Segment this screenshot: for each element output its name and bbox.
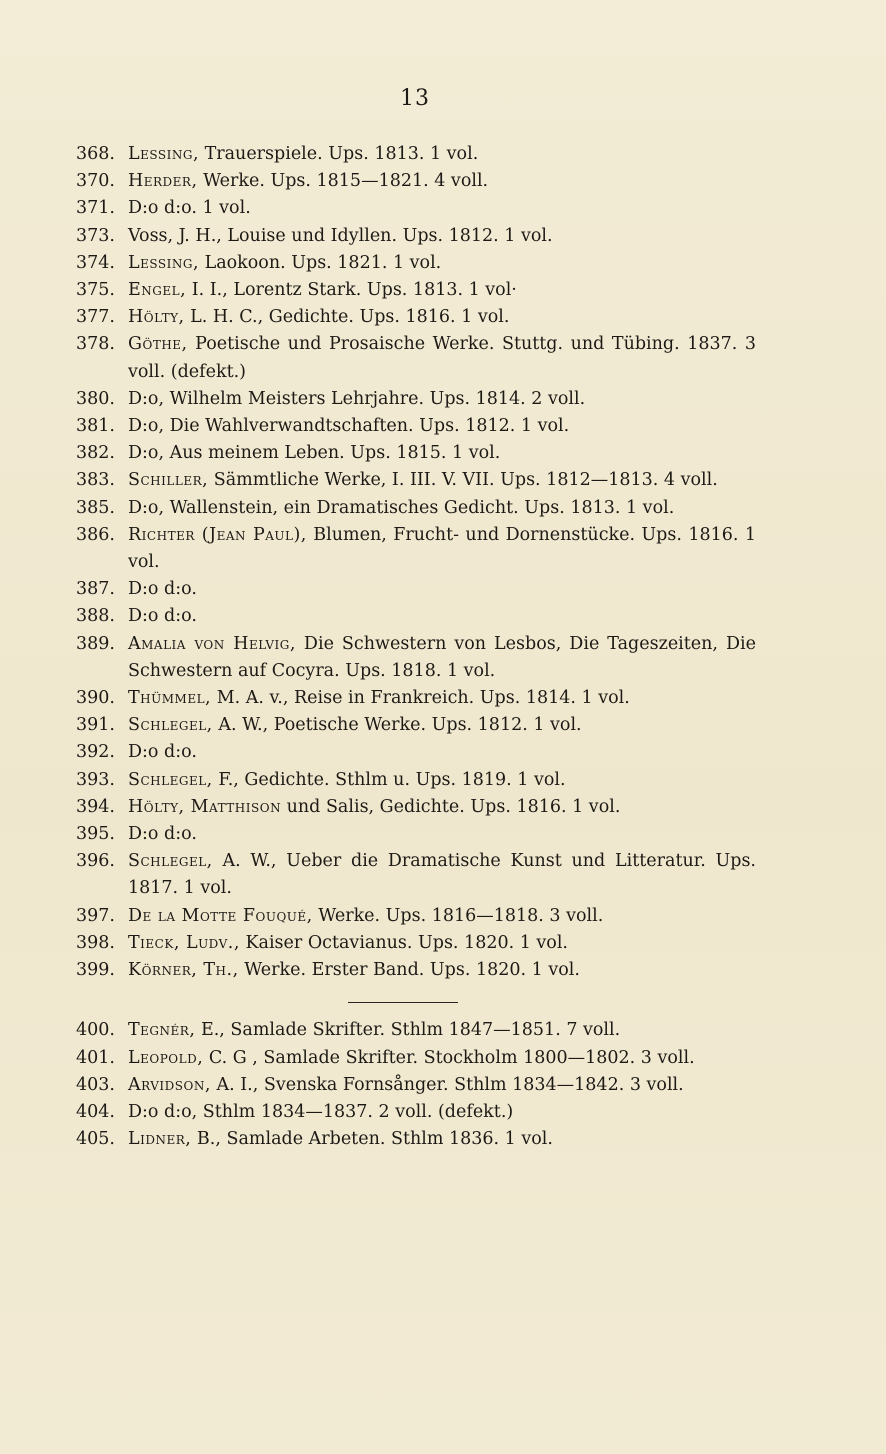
entry-number: 391. [76,715,115,736]
catalog-entry [76,168,756,195]
entry-text: Kaiser Octavianus. Ups. 1820. 1 vol. [239,932,568,953]
entry-author: Göthe, [128,334,188,355]
entry-author: Herder, [128,171,198,192]
section-divider-rule [348,1002,458,1003]
entry-number: 373. [76,225,115,246]
catalog-entry [76,495,756,522]
entry-number: 386. [76,524,115,545]
entry-text: M. A. v., Reise in Frankreich. Ups. 1814. 1 vol. [211,688,630,709]
entry-text: D:o, Wilhelm Meisters Lehrjahre. Ups. 1814. 2 voll. [128,388,586,409]
catalog-entry [76,1126,756,1153]
entry-text: Die Schwestern von Lesbos, Die Tageszeiten, Die Schwestern auf Cocyra. Ups. 1818. 1 vol. [128,633,756,681]
entries-group-after-rule [76,1017,756,1153]
catalog-list [76,141,756,1153]
entry-text: D:o d:o. 1 vol. [128,198,251,219]
entry-text: D:o, Aus meinem Leben. Ups. 1815. 1 vol. [128,443,501,464]
entry-number: 377. [76,307,115,328]
entry-number: 394. [76,796,115,817]
entry-text: D:o d:o. [128,824,197,845]
entry-number: 368. [76,144,115,164]
entry-text: F., Gedichte. Sthlm u. Ups. 1819. 1 vol. [212,769,566,790]
entry-author: Hölty, Matthison [128,796,282,817]
entry-text: A. I., Svenska Fornsånger. Sthlm 1834—1842. 3 voll. [210,1074,684,1095]
catalog-entry [76,685,756,712]
entry-text: Laokoon. Ups. 1821. 1 vol. [199,252,442,273]
catalog-entry [76,903,756,930]
catalog-entry [76,930,756,957]
entry-number: 389. [76,633,115,654]
entry-number: 403. [76,1074,115,1095]
entry-number: 397. [76,905,115,926]
entry-number: 371. [76,198,115,219]
entry-author: Hölty, [128,307,185,328]
entry-text: Poetische und Prosaische Werke. Stuttg. und Tübing. 1837. 3 voll. (defekt.) [128,334,756,382]
entry-number: 404. [76,1101,115,1122]
entry-author: De la Motte Fouqué, [128,905,313,926]
entry-author: Richter (Jean Paul), [128,524,307,545]
entry-number: 385. [76,497,115,518]
catalog-entry [76,767,756,794]
entry-text: C. G , Samlade Skrifter. Stockholm 1800—1802. 3 voll. [203,1047,695,1068]
entry-text: B., Samlade Arbeten. Sthlm 1836. 1 vol. [191,1129,553,1150]
catalog-entry [76,1072,756,1099]
catalog-entry [76,1017,756,1044]
entry-text: Trauerspiele. Ups. 1813. 1 vol. [199,144,479,164]
catalog-entry [76,413,756,440]
entry-text: D:o d:o. [128,579,197,600]
entry-author: Lidner, [128,1129,192,1150]
entry-author: Amalia von Helvig, [128,633,296,654]
entry-number: 383. [76,470,115,491]
catalog-entry [76,821,756,848]
entry-text: Blumen, Frucht- und Dornenstücke. Ups. 1816. 1 vol. [128,524,756,573]
catalog-entry [76,250,756,277]
catalog-entry [76,277,756,304]
entry-text: L. H. C., Gedichte. Ups. 1816. 1 vol. [184,307,510,328]
catalog-entry [76,467,756,494]
entry-number: 375. [76,280,115,301]
entry-number: 370. [76,171,115,192]
entry-number: 392. [76,742,115,763]
entry-text: und Salis, Gedichte. Ups. 1816. 1 vol. [281,796,621,817]
entry-number: 380. [76,388,115,409]
catalog-entry [76,1045,756,1072]
entry-text: A. W., Poetische Werke. Ups. 1812. 1 vol. [212,715,582,736]
entry-author: Schlegel, [128,851,213,872]
entry-author: Körner, Th., [128,960,239,981]
catalog-entry [76,957,756,984]
entry-text: D:o, Wallenstein, ein Dramatisches Gedicht. Ups. 1813. 1 vol. [128,497,675,518]
entry-text: A. W., Ueber die Dramatische Kunst und Litteratur. Ups. 1817. 1 vol. [128,851,756,899]
entry-text: Werke. Ups. 1816—1818. 3 voll. [312,905,604,926]
entry-number: 399. [76,960,115,981]
catalog-entry [76,331,756,385]
entry-number: 378. [76,334,115,355]
catalog-entry [76,712,756,739]
catalog-entry [76,195,756,222]
entry-text: Voss, J. H., Louise und Idyllen. Ups. 1812. 1 vol. [128,225,553,246]
entry-author: Schlegel, [128,715,213,736]
catalog-entry [76,631,756,685]
catalog-entry [76,304,756,331]
entry-author: Tegnér, [128,1020,196,1041]
entry-text: D:o, Die Wahlverwandtschaften. Ups. 1812. 1 vol. [128,416,570,437]
entry-number: 381. [76,416,115,437]
entry-author: Tieck, Ludv., [128,932,240,953]
catalog-entry [76,386,756,413]
catalog-entry [76,440,756,467]
catalog-entry [76,848,756,902]
entries-group-before-rule [76,141,756,984]
entry-text: D:o d:o. [128,606,197,627]
entry-number: 396. [76,851,115,872]
catalog-entry [76,739,756,766]
entry-text: E., Samlade Skrifter. Sthlm 1847—1851. 7 voll. [195,1020,621,1041]
entry-number: 393. [76,769,115,790]
entry-author: Engel, [128,280,187,301]
entry-text: I. I., Lorentz Stark. Ups. 1813. 1 vol· [186,280,517,301]
catalog-entry [76,603,756,630]
entry-number: 405. [76,1129,115,1150]
catalog-entry [76,1099,756,1126]
entry-text: Sämmtliche Werke, I. III. V. VII. Ups. 1812—1813. 4 voll. [208,470,718,491]
entry-number: 390. [76,688,115,709]
page-number: 13 [400,86,430,111]
entry-number: 387. [76,579,115,600]
entry-author: Arvidson, [128,1074,211,1095]
entry-text: D:o d:o. [128,742,197,763]
entry-text: Werke. Ups. 1815—1821. 4 voll. [197,171,489,192]
entry-number: 398. [76,932,115,953]
entry-text: Werke. Erster Band. Ups. 1820. 1 vol. [238,960,580,981]
entry-author: Lessing, [128,144,200,164]
entry-author: Lessing, [128,252,200,273]
entry-number: 388. [76,606,115,627]
entry-number: 382. [76,443,115,464]
entry-author: Leopold, [128,1047,204,1068]
entry-number: 395. [76,824,115,845]
entry-author: Schlegel, [128,769,213,790]
entry-author: Schiller, [128,470,209,491]
entry-number: 374. [76,252,115,273]
entry-author: Thümmel, [128,688,212,709]
catalog-entry [76,794,756,821]
entry-number: 401. [76,1047,115,1068]
catalog-entry [76,141,756,168]
entry-text: D:o d:o, Sthlm 1834—1837. 2 voll. (defekt.) [128,1101,514,1122]
entry-number: 400. [76,1020,115,1041]
catalog-entry [76,576,756,603]
catalog-entry [76,522,756,576]
catalog-entry [76,223,756,250]
